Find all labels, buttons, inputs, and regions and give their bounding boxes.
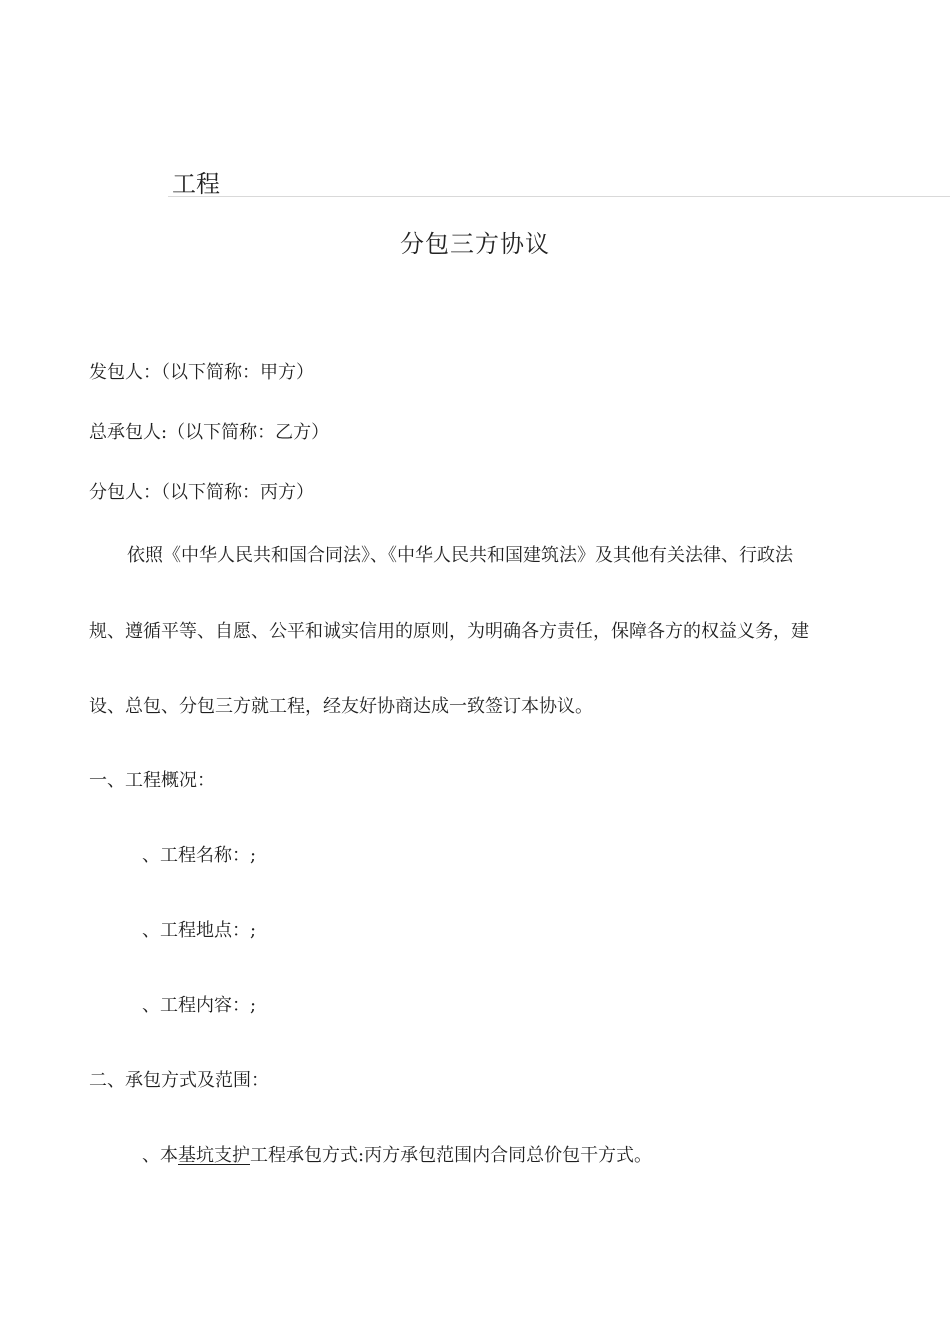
header-rule bbox=[168, 196, 950, 197]
section2-item-1-suffix: 工程承包方式:丙方承包范围内合同总价包干方式。 bbox=[250, 1145, 653, 1166]
preamble-line-3: 设、总包、分包三方就工程，经友好协商达成一致签订本协议。 bbox=[89, 696, 593, 717]
party-subcontractor: 分包人：（以下简称：丙方） bbox=[89, 482, 314, 503]
section2-item-1 bbox=[142, 1143, 652, 1169]
section2-item-1-prefix: 、本 bbox=[142, 1145, 178, 1166]
document-title: 分包三方协议 bbox=[400, 230, 550, 258]
preamble-line-2: 规、遵循平等、自愿、公平和诚实信用的原则，为明确各方责任，保障各方的权益义务，建 bbox=[89, 621, 809, 642]
party-general-contractor: 总承包人:（以下简称：乙方） bbox=[89, 422, 330, 443]
preamble-line-1: 依照《中华人民共和国合同法》、《中华人民共和国建筑法》及其他有关法律、行政法 bbox=[127, 545, 793, 566]
section1-heading: 一、工程概况： bbox=[89, 770, 215, 791]
section1-item-project-name: 、工程名称：; bbox=[142, 845, 257, 866]
section1-item-project-content: 、工程内容：; bbox=[142, 995, 257, 1016]
section1-item-project-location: 、工程地点：; bbox=[142, 920, 257, 941]
section2-item-1-underlined-term: 基坑支护 bbox=[178, 1145, 250, 1166]
header-project-label: 工程 bbox=[172, 170, 220, 198]
section2-heading: 二、承包方式及范围： bbox=[89, 1070, 269, 1091]
party-employer: 发包人：（以下简称：甲方） bbox=[89, 362, 314, 383]
